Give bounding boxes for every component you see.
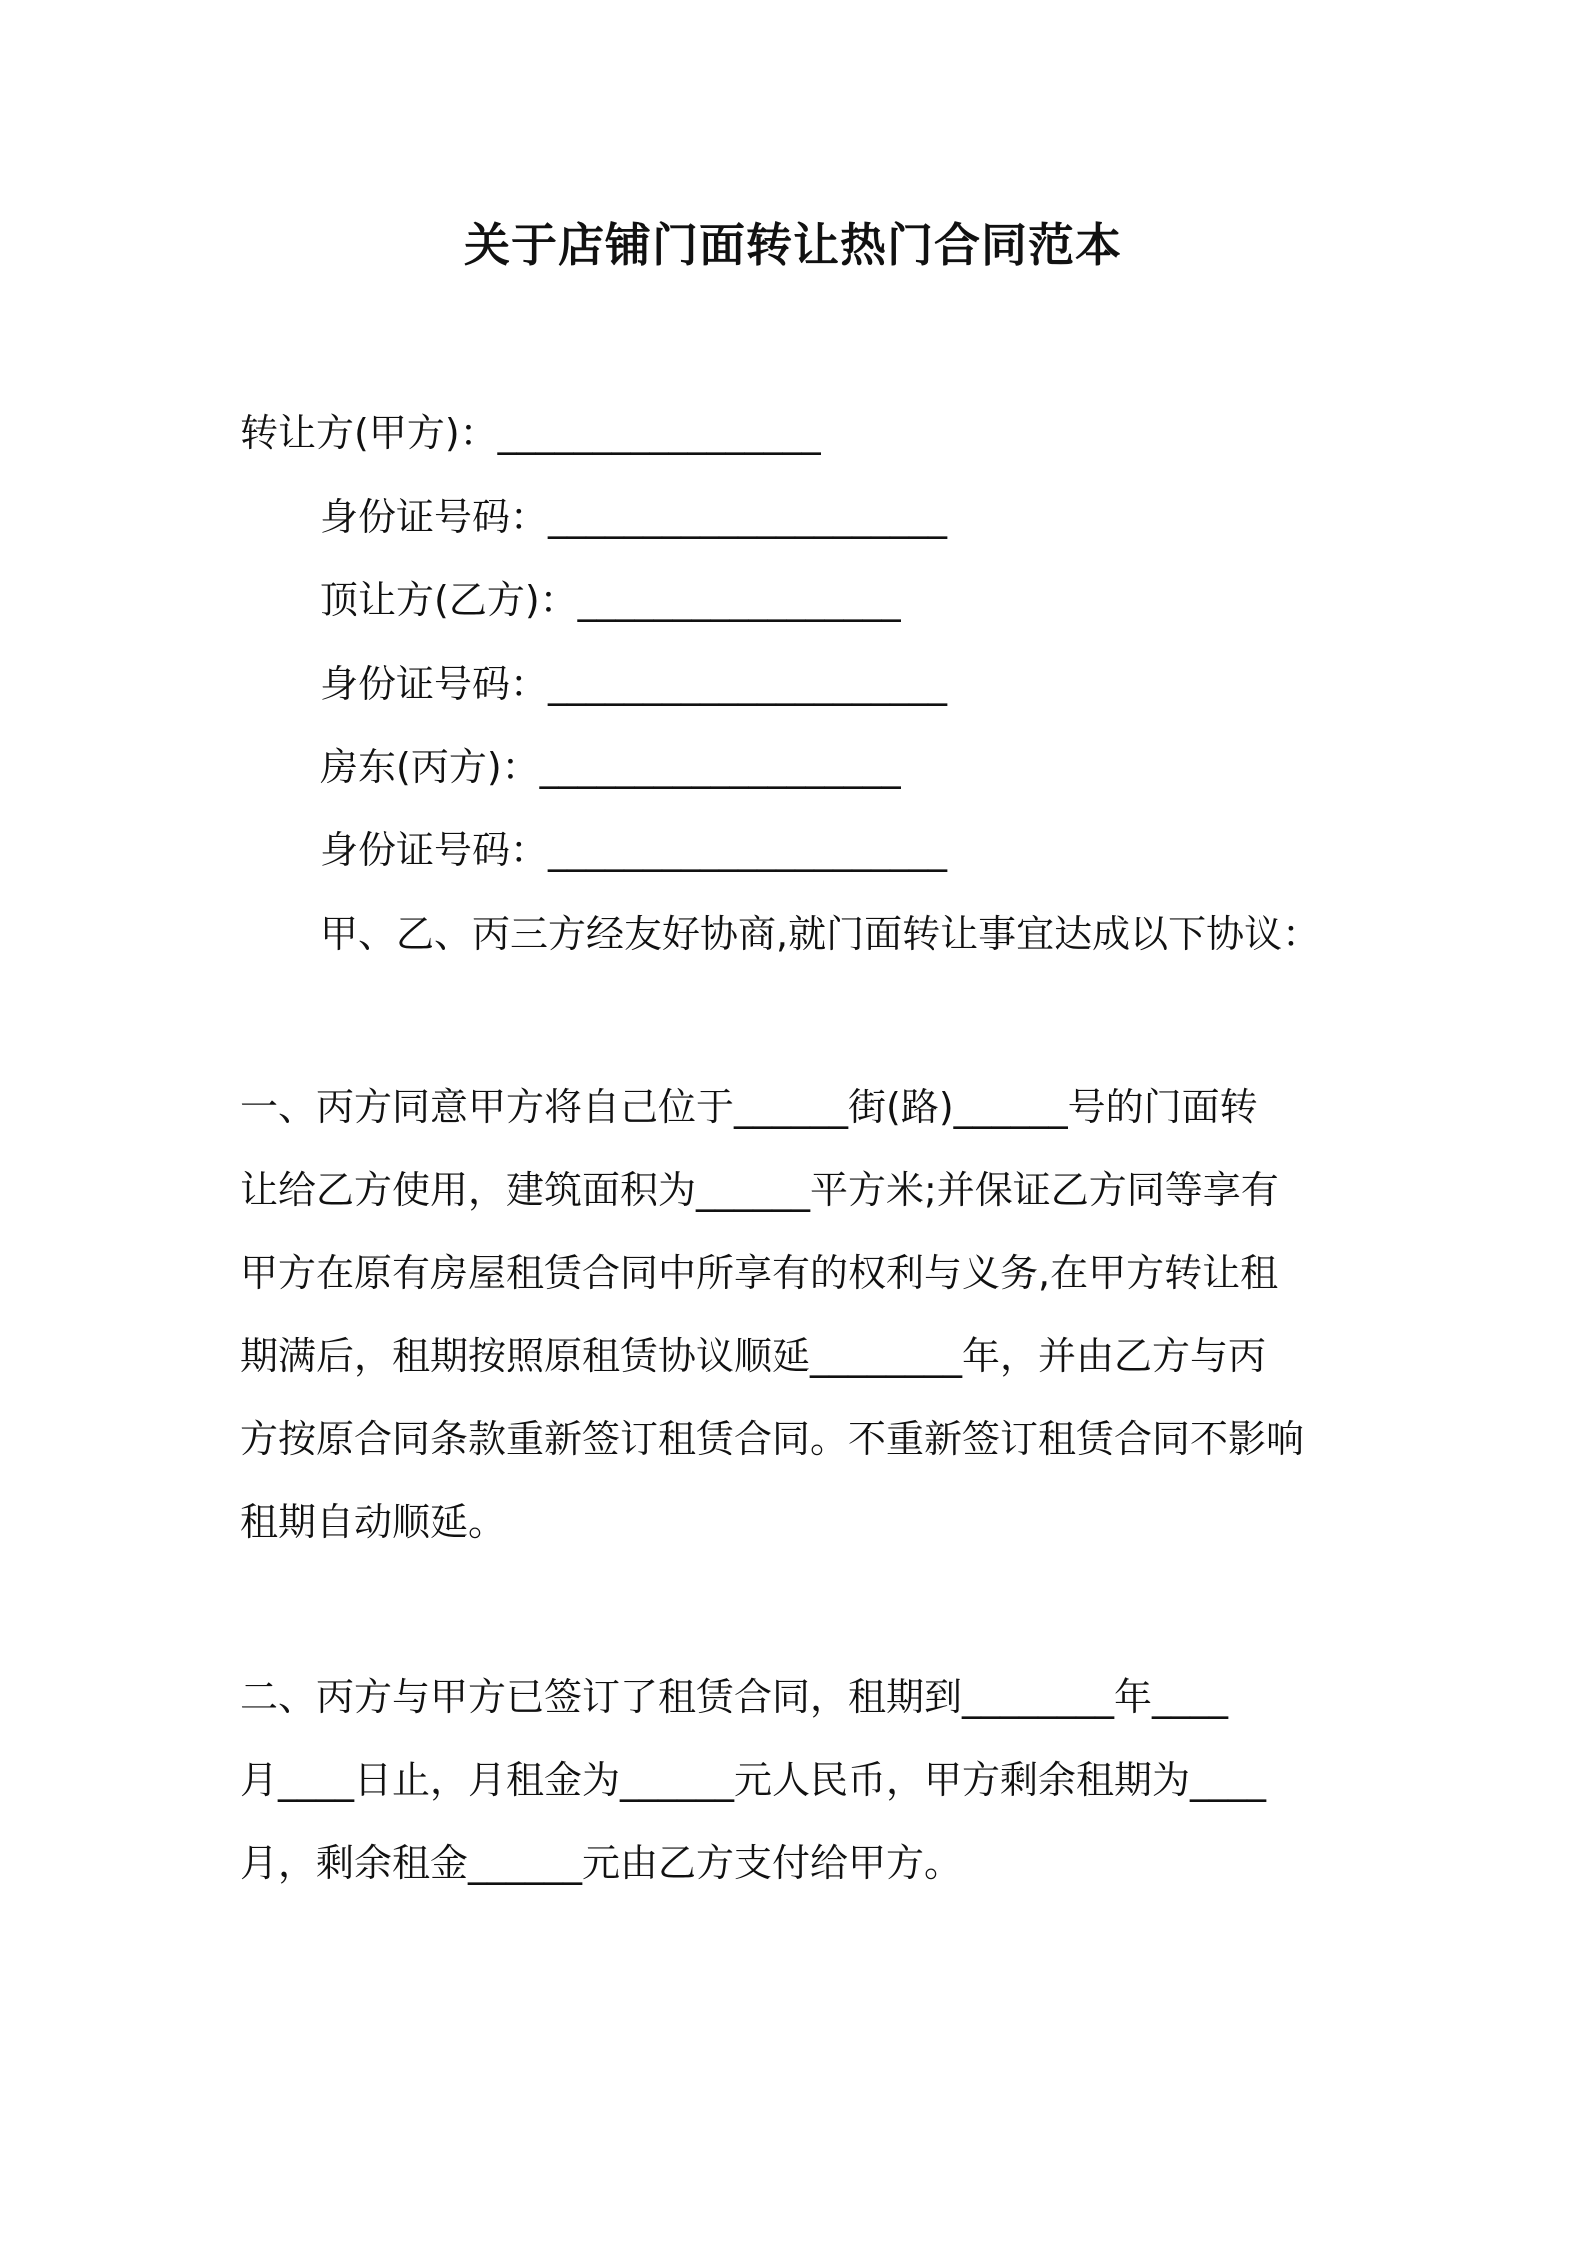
clause-2-line: 月____日止，月租金为______元人民币，甲方剩余租期为____ [240, 1758, 1267, 1802]
clause-2 [240, 1656, 1350, 1905]
clause-1 [240, 1066, 1350, 1564]
party-b-line: 顶让方(乙方)：_________________ [320, 578, 901, 622]
party-b-id-line: 身份证号码：_____________________ [320, 662, 948, 706]
party-c-id-line: 身份证号码：_____________________ [320, 828, 948, 872]
intro-line: 甲、乙、丙三方经友好协商,就门面转让事宜达成以下协议： [320, 912, 1321, 956]
clause-1-line: 一、丙方同意甲方将自己位于______街(路)______号的门面转 [240, 1085, 1258, 1129]
clause-1-line: 租期自动顺延。 [240, 1500, 507, 1544]
document-title: 关于店铺门面转让热门合同范本 [464, 218, 1122, 272]
clause-2-line: 二、丙方与甲方已签订了租赁合同，租期到________年____ [240, 1675, 1229, 1719]
clause-2-line: 月，剩余租金______元由乙方支付给甲方。 [240, 1841, 963, 1885]
clause-1-line: 期满后，租期按照原租赁协议顺延________年，并由乙方与丙 [240, 1334, 1267, 1378]
party-a-line: 转让方(甲方)：_________________ [240, 411, 821, 455]
party-c-line: 房东(丙方)：___________________ [320, 745, 901, 789]
clause-1-line: 甲方在原有房屋租赁合同中所享有的权利与义务,在甲方转让租 [240, 1251, 1279, 1295]
party-a-id-line: 身份证号码：_____________________ [320, 495, 948, 539]
clause-1-line: 方按原合同条款重新签订租赁合同。不重新签订租赁合同不影响 [240, 1417, 1305, 1461]
clause-1-line: 让给乙方使用，建筑面积为______平方米;并保证乙方同等享有 [240, 1168, 1279, 1212]
